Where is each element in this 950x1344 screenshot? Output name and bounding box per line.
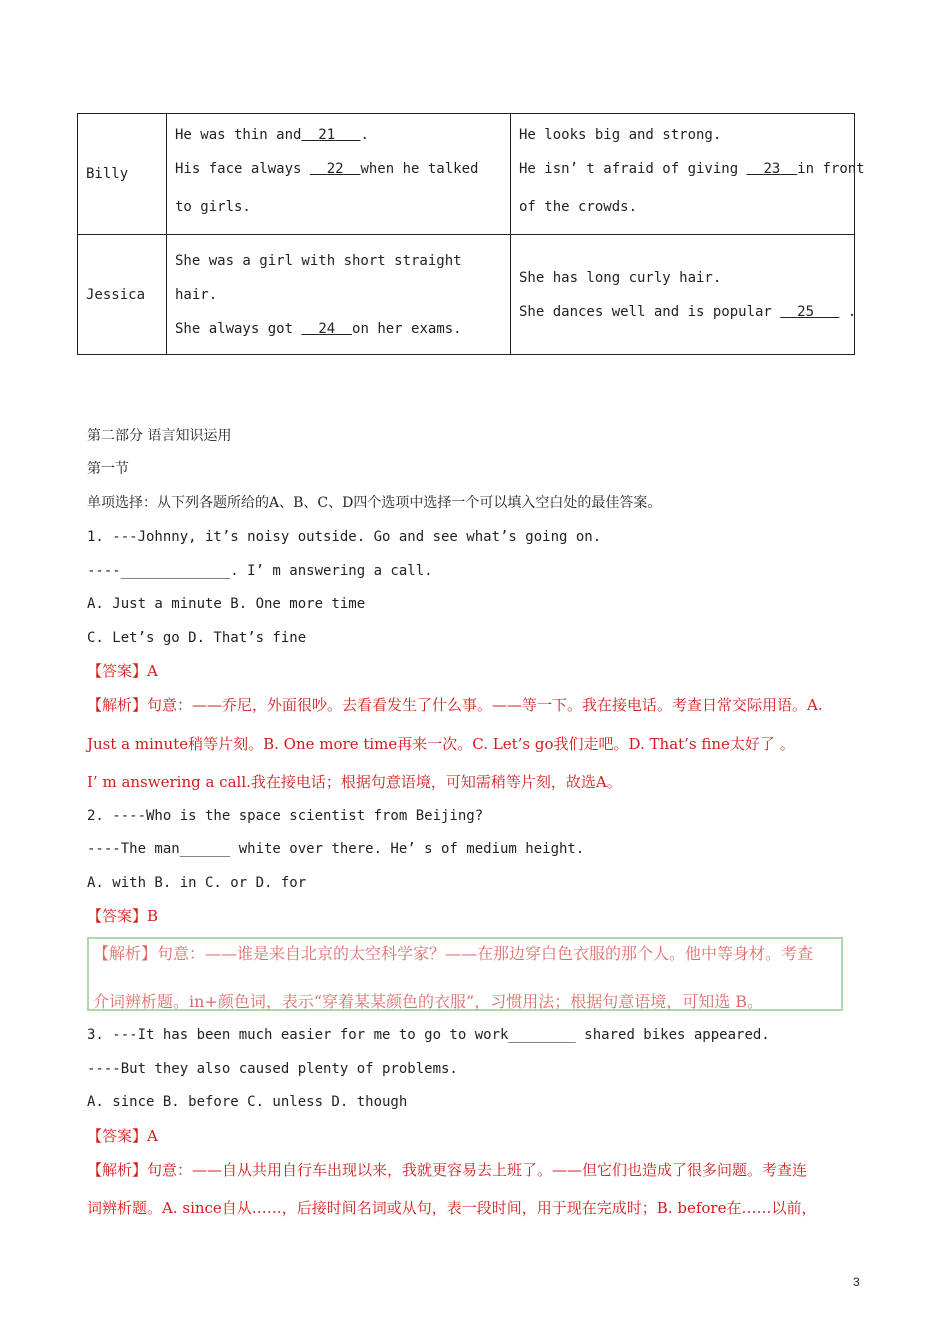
q2-explanation-2: 介词辨析题。in+颜色词，表示“穿着某某颜色的衣服”，习惯用法；根据句意语境，可知选 B。 bbox=[93, 992, 764, 1011]
cell-text: to girls. bbox=[175, 199, 251, 215]
cell-text: of the crowds. bbox=[519, 199, 638, 215]
q1-explanation-2: Just a minute稍等片刻。B. One more time再来一次。C. Let’s go我们走吧。D. That’s fine太好了 。 bbox=[87, 735, 795, 753]
q3-answer-key: 【答案】A bbox=[87, 1127, 158, 1145]
q1-options-2: C. Let’s go D. That’s fine bbox=[87, 630, 307, 646]
cell-text: His face always bbox=[175, 161, 302, 177]
q2-question: 2. ----Who is the space scientist from Beijing? bbox=[87, 808, 484, 824]
q1-options-1: A. Just a minute B. One more time bbox=[87, 596, 366, 612]
blank-25: 25 bbox=[797, 303, 815, 320]
past-cell-jessica: She was a girl with short straight hair. She always got 24 on her exams. bbox=[167, 235, 511, 355]
cell-text: He isn’ t afraid of giving bbox=[519, 161, 739, 177]
section-part-heading: 第二部分 语言知识运用 bbox=[87, 428, 232, 444]
cell-text: She has long curly hair. bbox=[519, 269, 722, 286]
cell-text: She was a girl with short straight bbox=[175, 252, 462, 269]
blank-23: 23 bbox=[763, 161, 781, 177]
now-cell-jessica: She has long curly hair. She dances well and is popular 25 . bbox=[511, 235, 855, 355]
name-cell-billy: Billy bbox=[78, 114, 167, 235]
cell-text: hair. bbox=[175, 286, 218, 303]
q1-answer-key: 【答案】A bbox=[87, 662, 158, 680]
q3-explanation-1: 【解析】句意：——自从共用自行车出现以来，我就更容易去上班了。——但它们也造成了很多问题。考查连 bbox=[87, 1161, 808, 1179]
q1-explanation-3: I’ m answering a call.我在接电话；根据句意语境，可知需稍等片刻，故选A。 bbox=[87, 773, 622, 791]
cell-text: She always got bbox=[175, 320, 294, 337]
cell-text: He looks big and strong. bbox=[519, 127, 722, 143]
past-cell-billy: He was thin and 21 . His face always 22 when he talked to girls. bbox=[167, 114, 511, 235]
blank-24: 24 bbox=[318, 320, 336, 337]
q3-options: A. since B. before C. unless D. though bbox=[87, 1094, 408, 1110]
cell-text: He was thin and bbox=[175, 127, 302, 143]
page-number: 3 bbox=[853, 1275, 860, 1289]
table-row bbox=[78, 235, 855, 355]
q2-answer-key: 【答案】B bbox=[87, 907, 159, 925]
q1-answer-line: ----_____________. I’ m answering a call. bbox=[87, 563, 433, 579]
q2-options: A. with B. in C. or D. for bbox=[87, 875, 307, 891]
q1-question: 1. ---Johnny, it’s noisy outside. Go and see what’s going on. bbox=[87, 529, 602, 545]
q3-answer-line: ----But they also caused plenty of problems. bbox=[87, 1061, 458, 1077]
q3-explanation-2: 词辨析题。A. since自从……，后接时间名词或从句，表一段时间，用于现在完成时；B. before在……以前， bbox=[87, 1199, 817, 1217]
instruction-text: 单项选择：从下列各题所给的A、B、C、D四个选项中选择一个可以填入空白处的最佳答案。 bbox=[87, 495, 662, 511]
now-cell-billy: He looks big and strong. He isn’ t afraid of giving 23 in front of the crowds. bbox=[511, 114, 855, 235]
cell-text: She dances well and is popular bbox=[519, 303, 772, 320]
section-sub-heading: 第一节 bbox=[87, 461, 129, 477]
table-row bbox=[78, 114, 855, 235]
q2-answer-line: ----The man______ white over there. He’ s of medium height. bbox=[87, 841, 585, 857]
q3-question: 3. ---It has been much easier for me to go to work________ shared bikes appeared. bbox=[87, 1027, 770, 1043]
q1-explanation-1: 【解析】句意：——乔尼，外面很吵。去看看发生了什么事。——等一下。我在接电话。考查日常交际用语。A. bbox=[87, 696, 823, 714]
q2-explanation-1: 【解析】句意：——谁是来自北京的太空科学家？——在那边穿白色衣服的那个人。他中等身材。考查 bbox=[93, 944, 814, 963]
name-cell-jessica: Jessica bbox=[78, 235, 167, 355]
blank-22: 22 bbox=[326, 161, 344, 177]
blank-21: 21 bbox=[318, 127, 336, 143]
q2-explanation-box bbox=[87, 937, 843, 1011]
description-table bbox=[77, 113, 865, 355]
